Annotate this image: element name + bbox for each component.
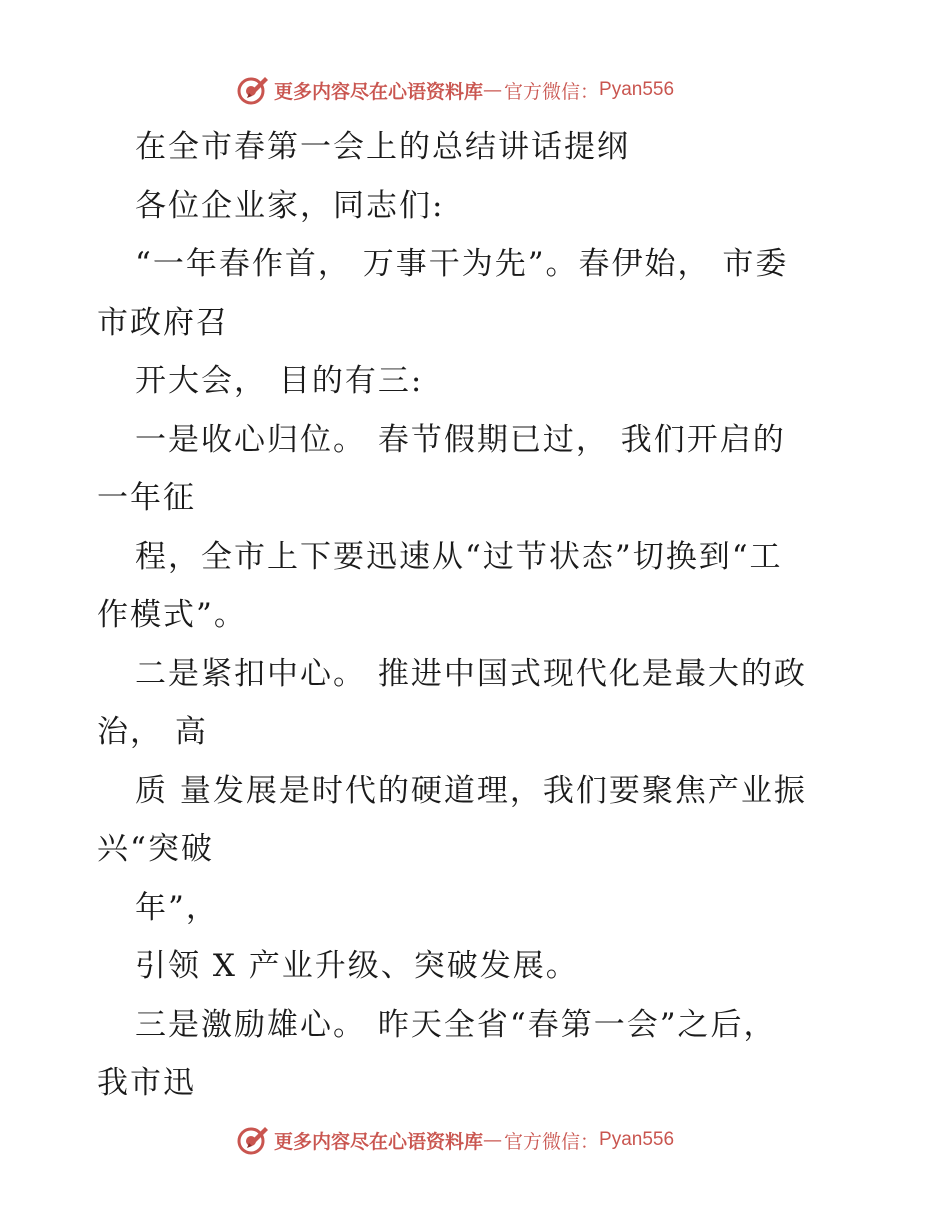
text-line: 质 量发展是时代的硬道理，我们要聚焦产业振 <box>135 772 807 809</box>
banner-dash: — <box>483 1129 503 1151</box>
text-line: 引领 X 产业升级、突破发展。 <box>135 948 579 984</box>
header-banner <box>236 72 756 108</box>
text-line: 市政府召 <box>97 304 229 341</box>
banner-official-label: 官方微信： <box>504 1130 600 1153</box>
banner-dash: — <box>483 79 503 101</box>
document-body <box>97 118 857 1113</box>
banner-main-text: 更多内容尽在心语资料库 <box>274 1130 484 1153</box>
text-line: 作模式”。 <box>97 597 247 633</box>
text-line: 开大会， 目的有三: <box>135 363 424 399</box>
banner-wechat-id: Pyan556 <box>599 1129 675 1150</box>
text-line: “一年春作首， 万事干为先”。春伊始， 市委 <box>135 246 789 282</box>
pen-logo-icon <box>236 73 270 107</box>
text-line: 二是紧扣中心。 推进中国式现代化是最大的政 <box>135 655 807 692</box>
text-line: 兴“突破 <box>97 831 214 867</box>
footer-banner <box>236 1122 756 1158</box>
text-line: 我市迅 <box>97 1065 196 1101</box>
text-line: 治， 高 <box>97 714 208 750</box>
text-line: 程，全市上下要迅速从“过节状态”切换到“工 <box>135 538 783 575</box>
text-line: 年”， <box>135 889 219 926</box>
text-line: 一是收心归位。 春节假期已过， 我们开启的 <box>135 421 786 458</box>
text-line: 各位企业家，同志们: <box>135 187 445 224</box>
text-line: 三是激励雄心。 昨天全省“春第一会”之后， <box>135 1006 777 1043</box>
pen-logo-icon <box>236 1123 270 1157</box>
banner-wechat-id: Pyan556 <box>599 79 675 100</box>
document-title: 在全市春第一会上的总结讲话提纲 <box>135 129 630 165</box>
text-line: 一年征 <box>97 480 196 516</box>
banner-main-text: 更多内容尽在心语资料库 <box>274 80 484 103</box>
banner-official-label: 官方微信： <box>504 80 600 103</box>
